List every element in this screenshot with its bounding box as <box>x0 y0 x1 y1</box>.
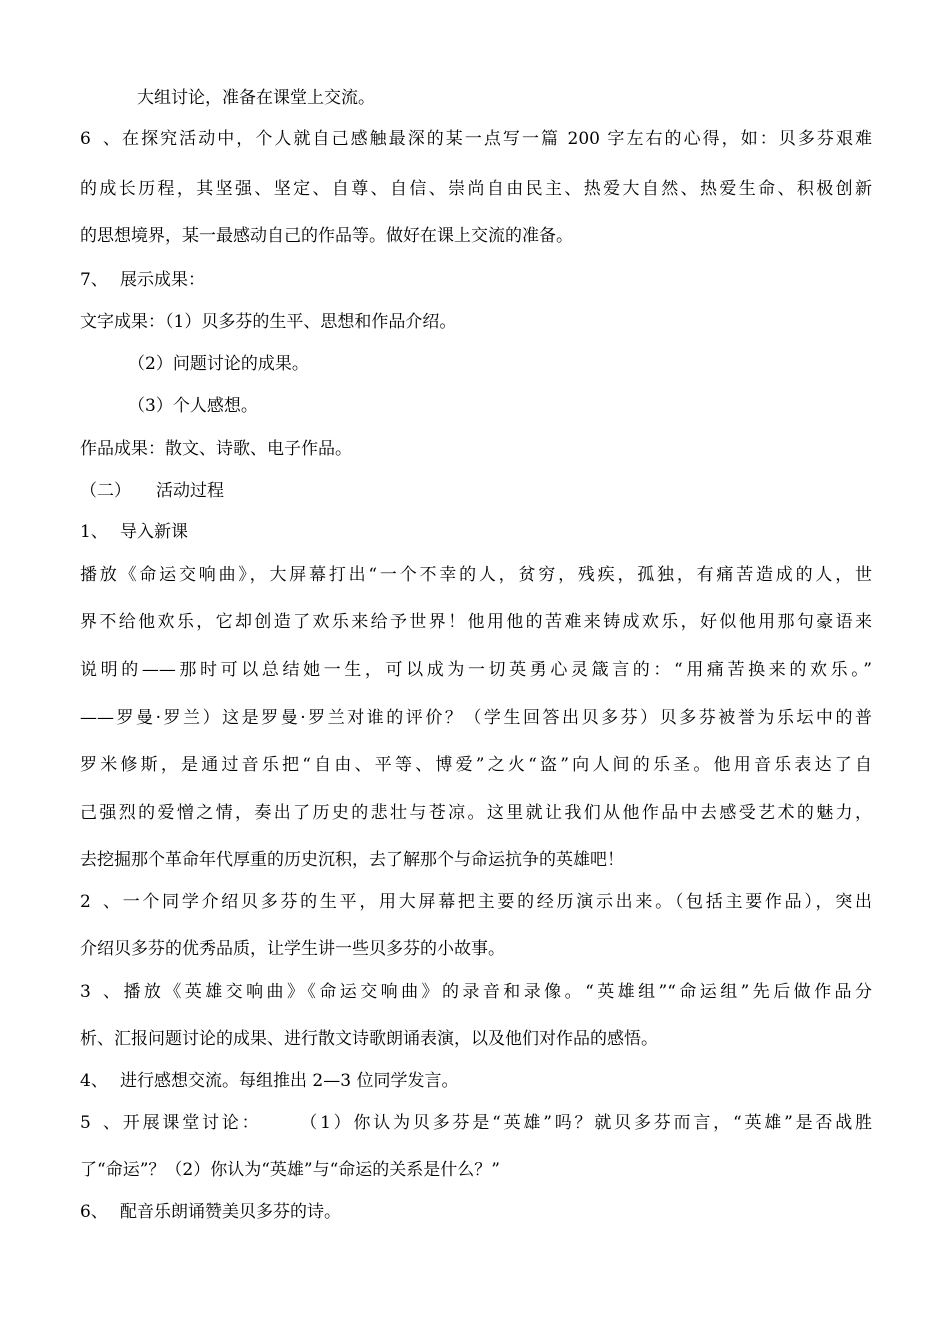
text: 己强烈的爱憎之情，奏出了历史的悲壮与苍凉。这里就让我们从他作品中去感受艺术的魅力， <box>80 803 872 823</box>
paragraph-line <box>80 658 872 682</box>
paragraph-line <box>80 127 872 151</box>
item-number: 6、 <box>80 129 120 149</box>
item-number: 6、 <box>80 1202 108 1222</box>
paragraph-line <box>80 1069 872 1093</box>
paragraph-line <box>80 937 872 961</box>
text: 去挖掘那个革命年代厚重的历史沉积，去了解那个与命运抗争的英雄吧！ <box>80 850 624 870</box>
paragraph-line <box>80 848 872 872</box>
text: 的成长历程，其坚强、坚定、自尊、自信、崇尚自由民主、热爱大自然、热爱生命、积极创新 <box>80 179 872 199</box>
paragraph-line <box>80 980 872 1004</box>
text: 在探究活动中，个人就自己感触最深的某一点写一篇 200 字左右的心得，如：贝多芬艰难 <box>120 129 872 149</box>
text: 配音乐朗诵赞美贝多芬的诗。 <box>120 1202 341 1222</box>
text: （3）个人感想。 <box>128 396 258 416</box>
item-number: 1、 <box>80 522 108 542</box>
paragraph-line <box>80 890 872 914</box>
text: 展示成果： <box>120 270 205 290</box>
text: 进行感想交流。每组推出 2—3 位同学发言。 <box>120 1071 459 1091</box>
item-number: 5、 <box>80 1113 120 1133</box>
text: 活动过程 <box>156 481 224 501</box>
paragraph-line <box>80 310 872 334</box>
section-heading <box>80 479 872 503</box>
text: 一个同学介绍贝多芬的生平，用大屏幕把主要的经历演示出来。（包括主要作品），突出 <box>120 892 872 912</box>
text: 的思想境界，某一最感动自己的作品等。做好在课上交流的准备。 <box>80 226 573 246</box>
item-number: 2、 <box>80 892 120 912</box>
text: 界不给他欢乐，它却创造了欢乐来给予世界！他用他的苦难来铸成欢乐，好似他用那句豪语来 <box>80 612 872 632</box>
text: 了“命运”？（2）你认为“英雄”与“命运的关系是什么？” <box>80 1160 500 1180</box>
paragraph-line <box>80 801 872 825</box>
section-number: （二） <box>80 481 131 501</box>
paragraph-line <box>80 610 872 634</box>
item-number: 4、 <box>80 1071 108 1091</box>
paragraph-line <box>80 1158 872 1182</box>
text: ——罗曼·罗兰）这是罗曼·罗兰对谁的评价？（学生回答出贝多芬）贝多芬被誉为乐坛中的普 <box>80 708 872 728</box>
paragraph-line <box>128 394 872 418</box>
text: （2）问题讨论的成果。 <box>128 354 309 374</box>
text: 大组讨论，准备在课堂上交流。 <box>137 88 375 108</box>
paragraph-line <box>80 1111 872 1135</box>
text: 导入新课 <box>120 522 188 542</box>
text: 播放《命运交响曲》，大屏幕打出“一个不幸的人，贫穷，残疾，孤独，有痛苦造成的人，世 <box>80 565 872 585</box>
text: 介绍贝多芬的优秀品质，让学生讲一些贝多芬的小故事。 <box>80 939 505 959</box>
paragraph-line <box>80 268 872 292</box>
item-number: 7、 <box>80 270 108 290</box>
paragraph-line <box>80 706 872 730</box>
text: 说明的——那时可以总结她一生，可以成为一切英勇心灵箴言的：“用痛苦换来的欢乐。” <box>80 660 872 680</box>
paragraph-line <box>80 753 872 777</box>
text: 开展课堂讨论： <box>120 1113 262 1133</box>
paragraph-line <box>80 224 872 248</box>
item-number: 3、 <box>80 982 120 1002</box>
text: 文字成果：（1）贝多芬的生平、思想和作品介绍。 <box>80 312 457 332</box>
text: 作品成果：散文、诗歌、电子作品。 <box>80 439 352 459</box>
paragraph-line <box>80 1200 872 1224</box>
paragraph-line <box>137 86 872 110</box>
paragraph-line <box>80 437 872 461</box>
paragraph-line <box>80 177 872 201</box>
text: 播放《英雄交响曲》《命运交响曲》的录音和录像。“英雄组”“命运组”先后做作品分 <box>120 982 872 1002</box>
paragraph-line <box>80 1027 872 1051</box>
paragraph-line <box>80 520 872 544</box>
paragraph-line <box>80 563 872 587</box>
text: 析、汇报问题讨论的成果、进行散文诗歌朗诵表演，以及他们对作品的感悟。 <box>80 1029 658 1049</box>
text: 罗米修斯，是通过音乐把“自由、平等、博爱”之火“盗”向人间的乐圣。他用音乐表达了自 <box>80 755 872 775</box>
text: （1）你认为贝多芬是“英雄”吗？就贝多芬而言，“英雄”是否战胜 <box>297 1113 872 1133</box>
paragraph-line <box>128 352 872 376</box>
